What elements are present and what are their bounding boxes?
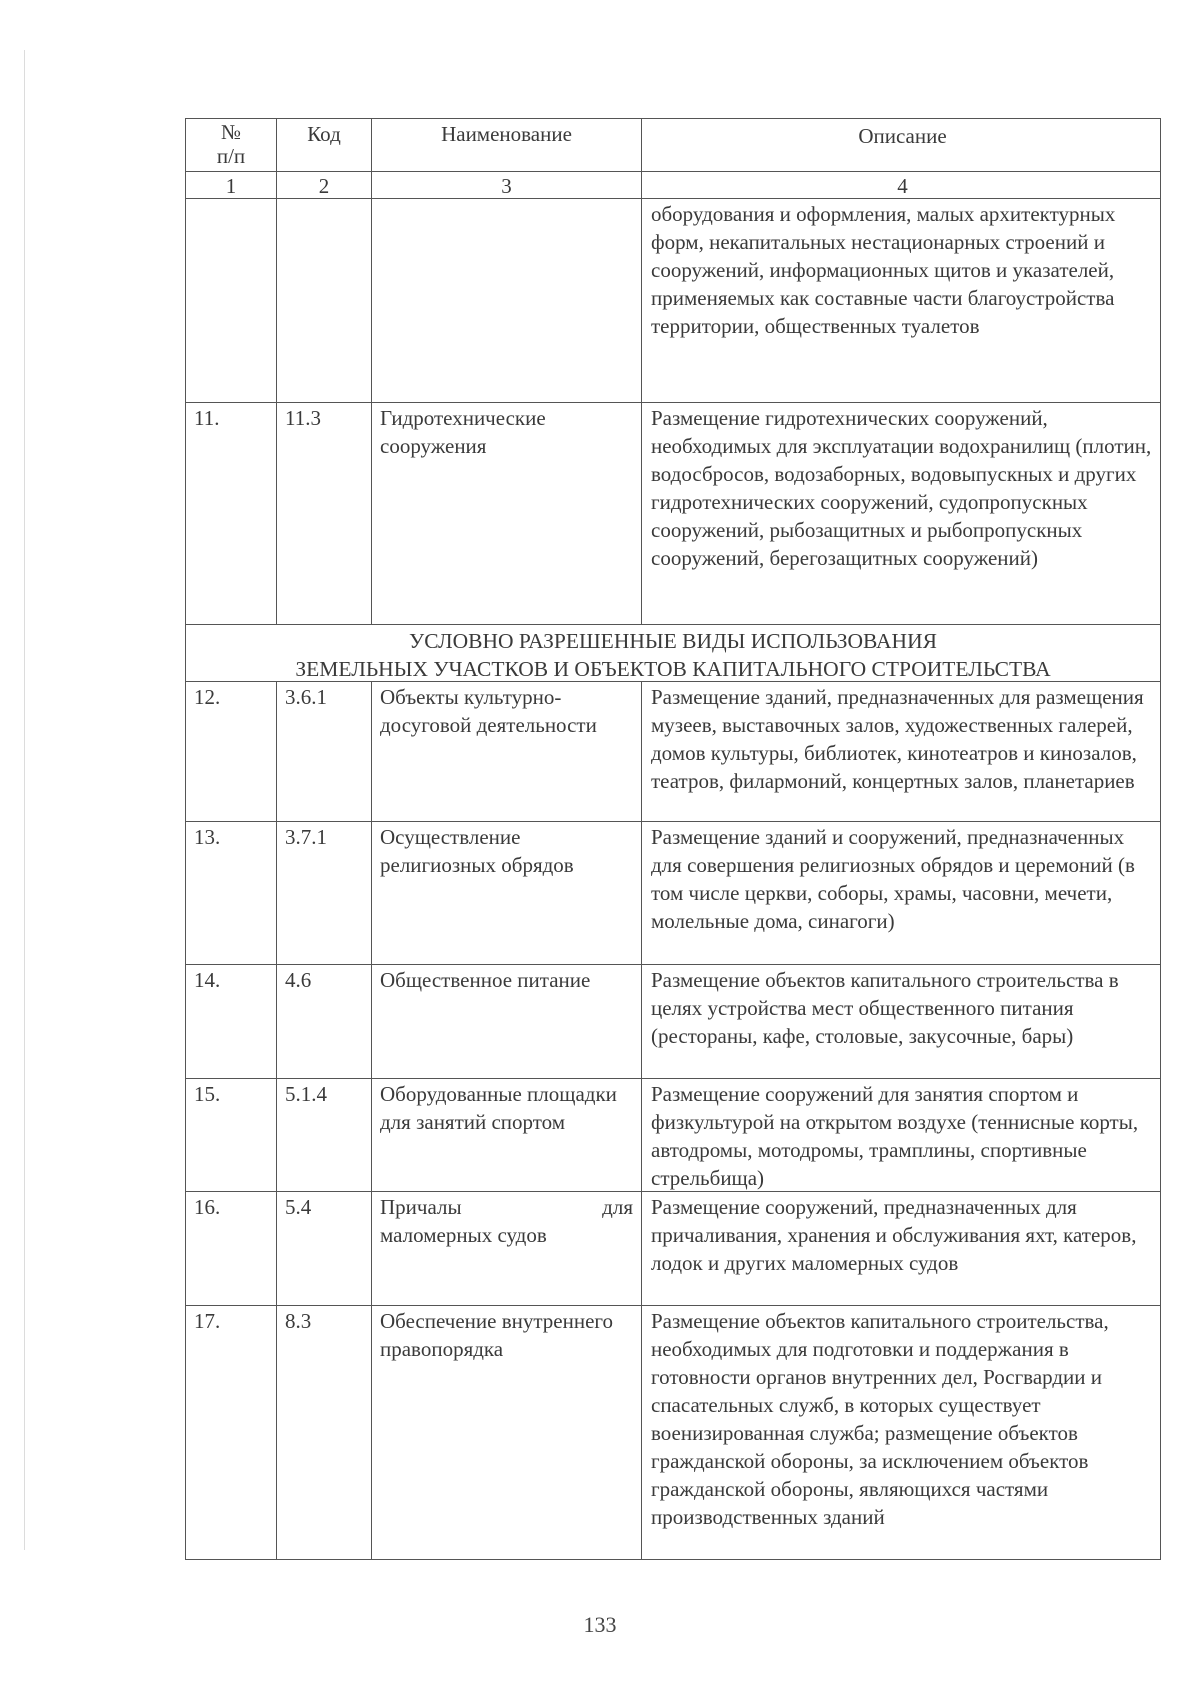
column-number-2: 2: [276, 172, 371, 198]
row-code: 11.3: [276, 403, 371, 624]
row-description: Размещение объектов капитального строительства, необходимых для подготовки и поддержания в готовности органов внутренних дел, Росгвардии и спасательных служб, в которых существует военизированная служба; размещение объектов гражданской обороны, за исключением объектов гражданской обороны, являющихся частями производственных зданий: [641, 1306, 1160, 1559]
row-name: Осуществление религиозных обрядов: [371, 822, 641, 964]
row-description: Размещение объектов капитального строительства в целях устройства мест общественного питания (рестораны, кафе, столовые, закусочные, бары): [641, 965, 1160, 1078]
row-code: 8.3: [276, 1306, 371, 1559]
row-description: Размещение зданий и сооружений, предназначенных для совершения религиозных обрядов и церемоний (в том числе церкви, соборы, храмы, часовни, мечети, молельные дома, синагоги): [641, 822, 1160, 964]
table-row-continuation: [186, 198, 1160, 402]
land-use-table: [185, 118, 1161, 1560]
row-description: Размещение гидротехнических сооружений, необходимых для эксплуатации водохранилищ (плотин, водосбросов, водозаборных, водовыпускных и других гидротехнических сооружений, судопропускных сооружений, рыбозащитных и рыбопропускных сооружений, берегозащитных сооружений): [641, 403, 1160, 624]
row-code: [276, 199, 371, 402]
section-heading: УСЛОВНО РАЗРЕШЕННЫЕ ВИДЫ ИСПОЛЬЗОВАНИЯ ЗЕМЕЛЬНЫХ УЧАСТКОВ И ОБЪЕКТОВ КАПИТАЛЬНОГО СТРОИТЕЛЬСТВА: [186, 624, 1160, 681]
row-name: Объекты культурно-досуговой деятельности: [371, 682, 641, 821]
row-name: Общественное питание: [371, 965, 641, 1078]
column-number-3: 3: [371, 172, 641, 198]
page-number: 133: [583, 1612, 617, 1637]
row-name: Оборудованные площадки для занятий спортом: [371, 1079, 641, 1191]
table-row: [186, 964, 1160, 1078]
row-name: Гидротехнические сооружения: [371, 403, 641, 624]
row-num: [186, 199, 276, 402]
row-num: 15.: [194, 1082, 221, 1106]
row-name-word-right: для: [602, 1195, 633, 1219]
table-row: [186, 821, 1160, 964]
row-name-line2: маломерных судов: [380, 1223, 547, 1247]
header-num: № п/п: [216, 120, 246, 168]
row-code: 5.4: [276, 1192, 371, 1305]
table-row: [186, 1305, 1160, 1559]
row-code: 5.1.4: [276, 1079, 371, 1191]
row-name-line1: [380, 1193, 633, 1221]
table-row: [186, 681, 1160, 821]
scan-edge-line: [24, 50, 25, 1550]
row-name: [371, 199, 641, 402]
header-description: Описание: [641, 119, 1160, 171]
table-row: [186, 402, 1160, 624]
row-description: Размещение зданий, предназначенных для размещения музеев, выставочных залов, художественных галерей, домов культуры, библиотек, кинотеатров и кинозалов, театров, филармоний, концертных залов, планетариев: [641, 682, 1160, 821]
column-number-4: 4: [641, 172, 1160, 198]
header-name: Наименование: [371, 119, 641, 171]
table-row: [186, 1191, 1160, 1305]
table-header-row: [186, 119, 1160, 171]
row-code: 4.6: [276, 965, 371, 1078]
table-row: [186, 1078, 1160, 1191]
row-code: 3.6.1: [276, 682, 371, 821]
row-num: 12.: [194, 685, 221, 709]
row-name-word-left: Причалы: [380, 1195, 462, 1219]
row-description: Размещение сооружений для занятия спортом и физкультурой на открытом воздухе (теннисные корты, автодромы, мотодромы, трамплины, спортивные стрельбища): [641, 1079, 1160, 1191]
row-name: [371, 1192, 641, 1305]
header-code: Код: [276, 119, 371, 171]
row-code: 3.7.1: [276, 822, 371, 964]
column-number-1: 1: [225, 174, 237, 198]
row-name: Обеспечение внутреннего правопорядка: [371, 1306, 641, 1559]
row-num: 16.: [194, 1195, 221, 1219]
row-num: 11.: [194, 406, 220, 430]
row-description: оборудования и оформления, малых архитектурных форм, некапитальных нестационарных строений и сооружений, информационных щитов и указателей, применяемых как составные части благоустройства территории, общественных туалетов: [641, 199, 1160, 402]
column-numbers-row: [186, 171, 1160, 198]
row-num: 17.: [194, 1309, 221, 1333]
row-num: 13.: [194, 825, 221, 849]
row-description: Размещение сооружений, предназначенных для причаливания, хранения и обслуживания яхт, катеров, лодок и других маломерных судов: [641, 1192, 1160, 1305]
row-num: 14.: [194, 968, 221, 992]
